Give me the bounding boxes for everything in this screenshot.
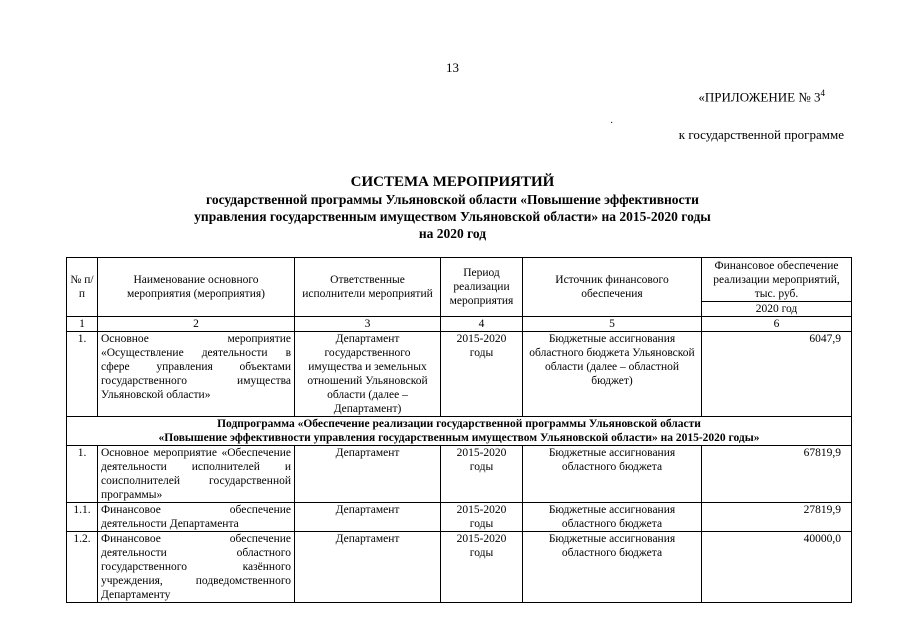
measures-table — [66, 257, 852, 603]
appendix-label: «ПРИЛОЖЕНИЕ № 3 — [698, 89, 821, 105]
table-row — [67, 532, 852, 603]
header-responsible: Ответственные исполнители мероприятий — [295, 258, 441, 317]
appendix-superscript: 4 — [820, 88, 825, 98]
row-period: 2015-2020 годы — [441, 503, 523, 532]
row-responsible: Департамент государственного имущества и земельных отношений Ульяновской области (далее – Департамент) — [295, 332, 441, 417]
header-name: Наименование основного мероприятия (мероприятия) — [98, 258, 295, 317]
subprogram-row — [67, 417, 852, 446]
header-finance: Финансовое обеспечение реализации мероприятий, тыс. руб. — [702, 258, 852, 302]
document-title — [0, 174, 905, 242]
row-source: Бюджетные ассигнования областного бюджета Ульяновской области (далее – областной бюджет) — [523, 332, 702, 417]
row-period: 2015-2020 годы — [441, 446, 523, 503]
table-row — [67, 332, 852, 417]
stray-dot: · — [610, 118, 614, 129]
table-row — [67, 503, 852, 532]
header-num: № п/п — [67, 258, 98, 317]
row-value: 40000,0 — [702, 532, 852, 603]
table-row — [67, 446, 852, 503]
row-name: Финансовое обеспечение деятельности областного государственного казённого учреждения, подведомственного Департаменту — [98, 532, 295, 603]
row-value: 67819,9 — [702, 446, 852, 503]
page-number: 13 — [446, 60, 459, 75]
program-reference: к государственной программе — [678, 127, 844, 142]
row-source: Бюджетные ассигнования областного бюджета — [523, 503, 702, 532]
colnum-2: 2 — [98, 317, 295, 332]
row-num: 1. — [67, 446, 98, 503]
row-num: 1.2. — [67, 532, 98, 603]
colnum-1: 1 — [67, 317, 98, 332]
header-source: Источник финансового обеспечения — [523, 258, 702, 317]
row-source: Бюджетные ассигнования областного бюджета — [523, 532, 702, 603]
row-name: Основное мероприятие «Осуществление деятельности в сфере управления объектами государственного имущества Ульяновской области» — [98, 332, 295, 417]
row-name: Основное мероприятие «Обеспечение деятельности исполнителей и соисполнителей государственной программы» — [98, 446, 295, 503]
header-year: 2020 год — [702, 302, 852, 317]
row-period: 2015-2020 годы — [441, 332, 523, 417]
row-responsible: Департамент — [295, 503, 441, 532]
colnum-3: 3 — [295, 317, 441, 332]
subprogram-line-1: Подпрограмма «Обеспечение реализации государственной программы Ульяновской области — [217, 418, 701, 430]
colnum-6: 6 — [702, 317, 852, 332]
appendix-heading — [698, 88, 825, 105]
title-line-3: управления государственным имуществом Ульяновской области» на 2015-2020 годы — [194, 209, 711, 224]
subprogram-line-2: «Повышение эффективности управления государственным имуществом Ульяновской области» на 2015-2020 годы» — [158, 432, 760, 444]
row-num: 1. — [67, 332, 98, 417]
title-line-1: СИСТЕМА МЕРОПРИЯТИЙ — [350, 174, 555, 190]
row-num: 1.1. — [67, 503, 98, 532]
header-period: Период реализации мероприятия — [441, 258, 523, 317]
row-source: Бюджетные ассигнования областного бюджета — [523, 446, 702, 503]
row-value: 6047,9 — [702, 332, 852, 417]
row-value: 27819,9 — [702, 503, 852, 532]
colnum-4: 4 — [441, 317, 523, 332]
subprogram-title — [67, 417, 852, 446]
title-line-4: на 2020 год — [418, 226, 487, 241]
title-line-2: государственной программы Ульяновской области «Повышение эффективности — [206, 192, 699, 207]
row-responsible: Департамент — [295, 446, 441, 503]
colnum-5: 5 — [523, 317, 702, 332]
row-period: 2015-2020 годы — [441, 532, 523, 603]
row-name: Финансовое обеспечение деятельности Департамента — [98, 503, 295, 532]
row-responsible: Департамент — [295, 532, 441, 603]
